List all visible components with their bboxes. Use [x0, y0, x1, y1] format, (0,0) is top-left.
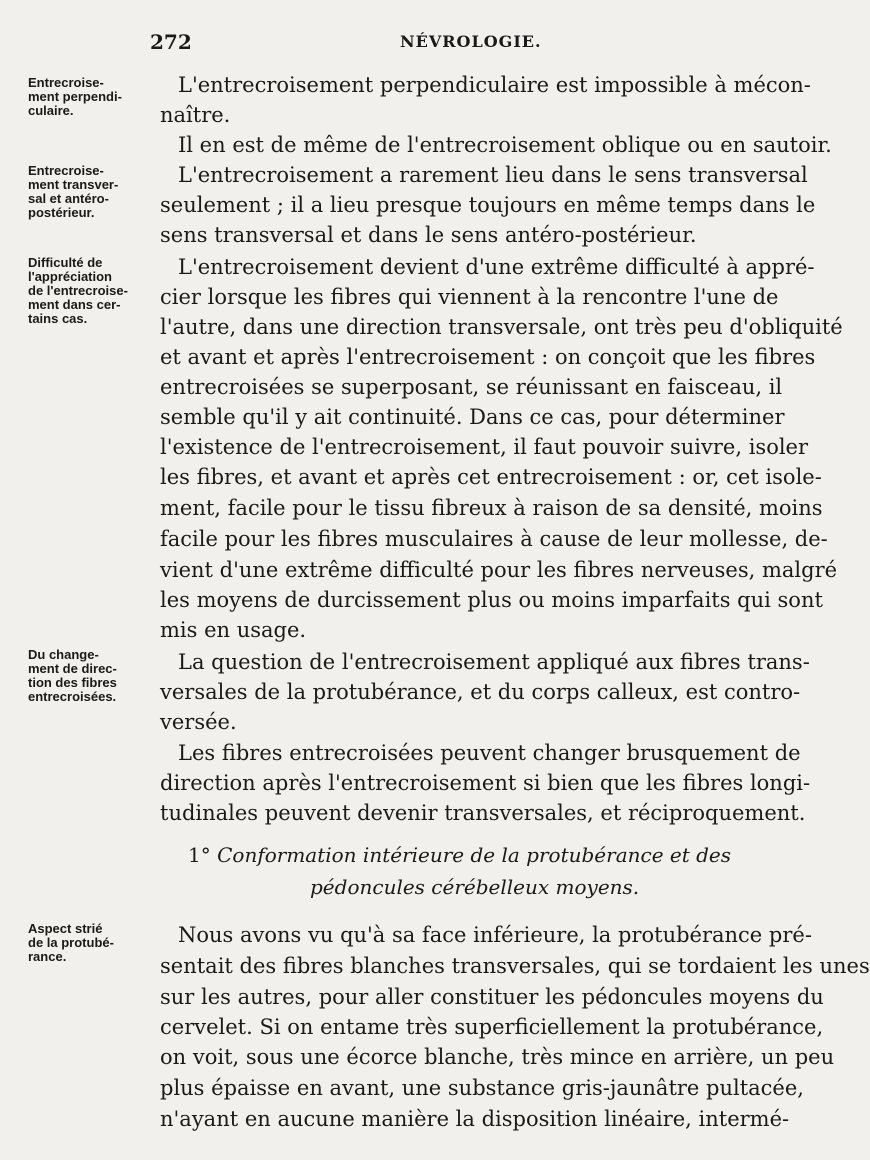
text-line: plus épaisse en avant, une substance gris-jaunâtre pultacée, — [160, 1076, 804, 1100]
margin-note: Entrecroise- ment perpendi- culaire. — [28, 75, 122, 118]
text-line: les fibres, et avant et après cet entrecroisement : or, cet isole- — [160, 465, 822, 489]
text-line: versales de la protubérance, et du corps calleux, est contro- — [160, 680, 801, 704]
page-header — [150, 30, 770, 56]
text-line: cervelet. Si on entame très superficiellement la protubérance, — [160, 1015, 824, 1039]
text-line: et avant et après l'entrecroisement : on conçoit que les fibres — [160, 345, 816, 369]
section-title-line1: Conformation intérieure de la protubérance et des — [217, 843, 732, 867]
text-line: l'existence de l'entrecroisement, il faut pouvoir suivre, isoler — [160, 435, 809, 459]
text-line: seulement ; il a lieu presque toujours en même temps dans le — [160, 193, 816, 217]
section-number: 1° — [188, 843, 211, 867]
text-line: sens transversal et dans le sens antéro-postérieur. — [160, 223, 697, 247]
margin-note: Entrecroise- ment transver- sal et antéro- postérieur. — [28, 163, 119, 220]
text-line: sentait des fibres blanches transversales, qui se tordaient les unes — [160, 954, 870, 978]
text-line: tudinales peuvent devenir transversales, et réciproquement. — [160, 801, 806, 825]
text-line: on voit, sous une écorce blanche, très mince en arrière, un peu — [160, 1045, 835, 1069]
text-line: cier lorsque les fibres qui viennent à la rencontre l'une de — [160, 285, 779, 309]
text-line: facile pour les fibres musculaires à cause de leur mollesse, de- — [160, 527, 828, 551]
margin-note: Aspect strié de la protubé- rance. — [28, 921, 114, 964]
text-line: versée. — [160, 710, 237, 734]
section-title-line2: pédoncules cérébelleux moyens. — [310, 875, 640, 899]
text-line: L'entrecroisement a rarement lieu dans le sens transversal — [178, 163, 808, 187]
margin-note: Difficulté de l'appréciation de l'entrecroise- ment dans cer- tains cas. — [28, 255, 128, 326]
text-line: n'ayant en aucune manière la disposition linéaire, intermé- — [160, 1107, 790, 1131]
text-line: Les fibres entrecroisées peuvent changer brusquement de — [178, 741, 801, 765]
page-number: 272 — [150, 30, 192, 54]
text-line: Nous avons vu qu'à sa face inférieure, la protubérance pré- — [178, 923, 812, 947]
text-line: entrecroisées se superposant, se réunissant en faisceau, il — [160, 375, 783, 399]
text-line: La question de l'entrecroisement appliqué aux fibres trans- — [178, 650, 810, 674]
text-line: direction après l'entrecroisement si bien que les fibres longi- — [160, 771, 811, 795]
text-line: sur les autres, pour aller constituer les pédoncules moyens du — [160, 985, 824, 1009]
text-line: L'entrecroisement perpendiculaire est impossible à mécon- — [178, 73, 811, 97]
text-line: mis en usage. — [160, 618, 307, 642]
text-line: vient d'une extrême difficulté pour les fibres nerveuses, malgré — [160, 558, 838, 582]
margin-note: Du change- ment de direc- tion des fibres entrecroisées. — [28, 647, 117, 704]
running-title: NÉVROLOGIE. — [400, 32, 542, 51]
section-heading — [188, 843, 731, 867]
text-line: L'entrecroisement devient d'une extrême difficulté à appré- — [178, 255, 815, 279]
text-line: ment, facile pour le tissu fibreux à raison de sa densité, moins — [160, 496, 823, 520]
text-line: semble qu'il y ait continuité. Dans ce cas, pour déterminer — [160, 405, 785, 429]
text-line: l'autre, dans une direction transversale, ont très peu d'obliquité — [160, 315, 843, 339]
text-line: Il en est de même de l'entrecroisement oblique ou en sautoir. — [178, 133, 832, 157]
text-line: les moyens de durcissement plus ou moins imparfaits qui sont — [160, 588, 823, 612]
text-line: naître. — [160, 103, 231, 127]
